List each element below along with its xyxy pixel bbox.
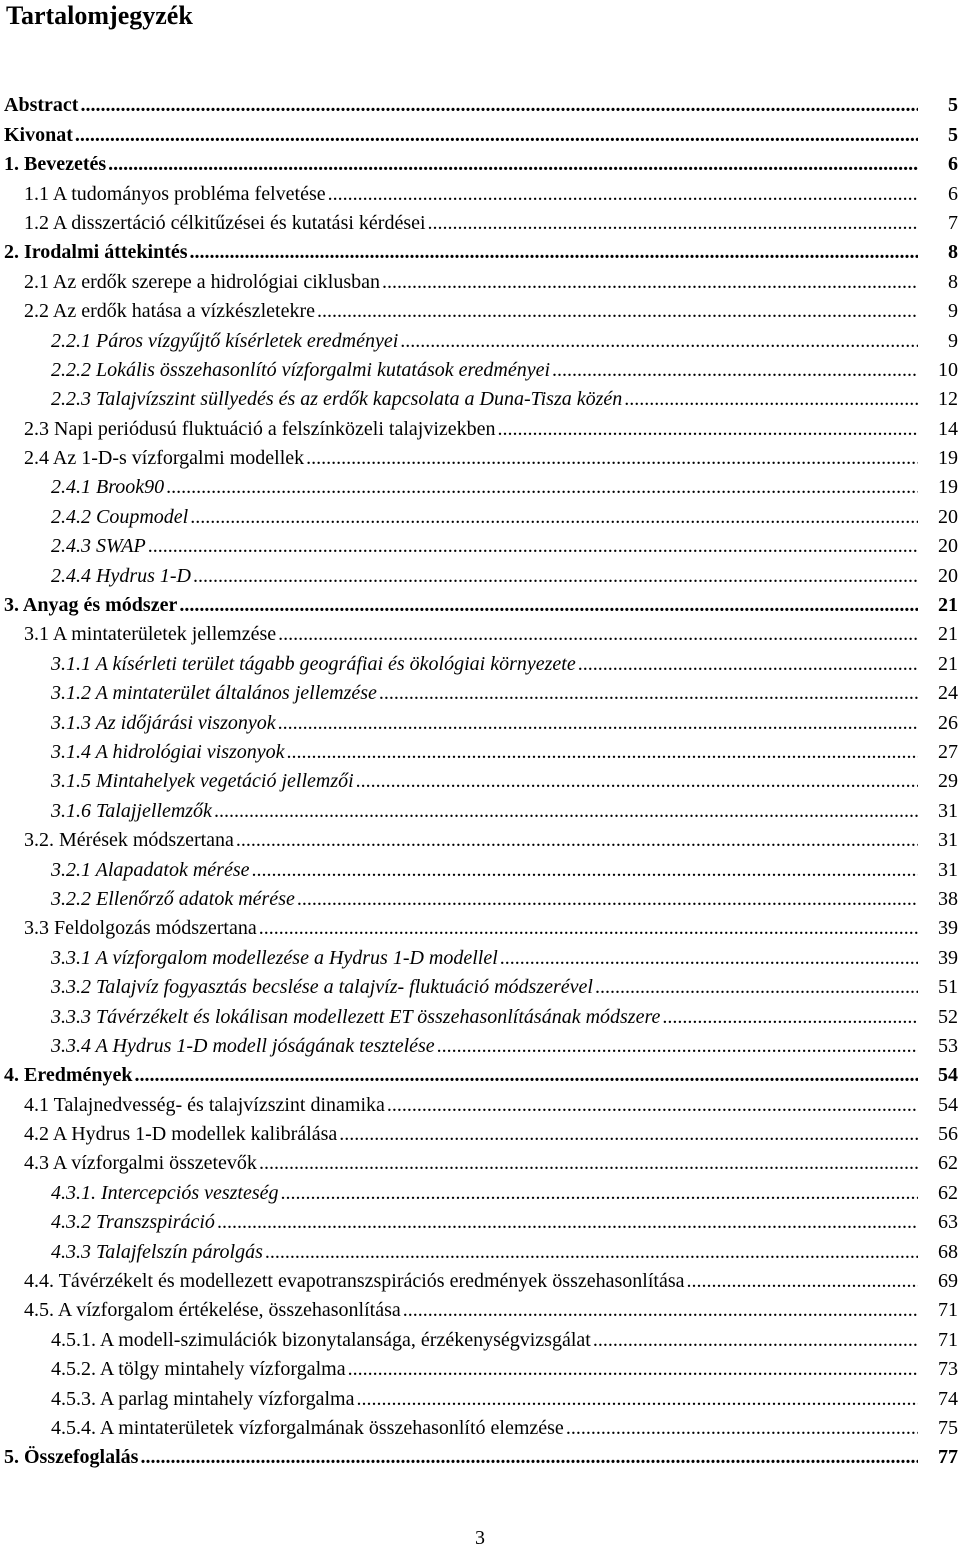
toc-dot-leader	[317, 299, 918, 323]
toc-dot-leader	[75, 123, 918, 147]
toc-entry[interactable]	[0, 1087, 960, 1116]
toc-entry[interactable]	[0, 1352, 960, 1381]
toc-entry-page: 73	[938, 1358, 958, 1381]
toc-entry[interactable]	[0, 264, 960, 293]
toc-entry-page: 54	[938, 1064, 958, 1087]
toc-entry[interactable]	[0, 294, 960, 323]
toc-entry-label: 3.2.2 Ellenőrző adatok mérése	[51, 887, 295, 910]
toc-dot-leader	[135, 1063, 918, 1087]
toc-entry[interactable]	[0, 441, 960, 470]
toc-entry-label: 3.3.3 Távérzékelt és lokálisan modellezett ET összehasonlításának módszere	[51, 1005, 661, 1028]
toc-entry[interactable]	[0, 1058, 960, 1087]
toc-entry-label: 4. Eredmények	[4, 1064, 133, 1087]
toc-entry-page: 29	[938, 770, 958, 793]
toc-entry-label: 3.3.4 A Hydrus 1-D modell jóságának tesztelése	[51, 1034, 435, 1057]
toc-entry[interactable]	[0, 529, 960, 558]
toc-entry-page: 9	[948, 329, 958, 352]
toc-entry-label: 3.1.3 Az időjárási viszonyok	[51, 711, 276, 734]
toc-dot-leader	[428, 211, 918, 235]
toc-dot-leader	[179, 593, 918, 617]
toc-entry-label: 4.1 Talajnedvesség- és talajvízszint dinamika	[24, 1093, 385, 1116]
toc-entry[interactable]	[0, 764, 960, 793]
toc-entry-label: 3.2.1 Alapadatok mérése	[51, 858, 250, 881]
toc-dot-leader	[382, 270, 918, 294]
toc-entry-page: 20	[938, 505, 958, 528]
toc-entry-label: 4.2 A Hydrus 1-D modellek kalibrálása	[24, 1123, 338, 1146]
toc-entry[interactable]	[0, 558, 960, 587]
toc-entry-page: 62	[938, 1152, 958, 1175]
toc-entry-page: 31	[938, 829, 958, 852]
toc-entry[interactable]	[0, 588, 960, 617]
toc-entry-page: 54	[938, 1093, 958, 1116]
toc-entry-label: 3.2. Mérések módszertana	[24, 829, 234, 852]
toc-entry-page: 5	[948, 94, 958, 117]
page-number: 3	[475, 1527, 485, 1549]
toc-entry-page: 71	[938, 1299, 958, 1322]
toc-dot-leader	[348, 1357, 918, 1381]
toc-entry-label: 4.3.2 Transzspiráció	[51, 1211, 215, 1234]
toc-entry-page: 75	[938, 1416, 958, 1439]
toc-entry-page: 6	[948, 182, 958, 205]
toc-dot-leader	[140, 1445, 918, 1469]
toc-entry-page: 8	[948, 241, 958, 264]
toc-entry[interactable]	[0, 1381, 960, 1410]
toc-entry-page: 56	[938, 1123, 958, 1146]
toc-entry-page: 68	[938, 1240, 958, 1263]
toc-entry-page: 21	[938, 594, 958, 617]
toc-dot-leader	[148, 534, 918, 558]
toc-entry[interactable]	[0, 1175, 960, 1204]
toc-entry-page: 63	[938, 1211, 958, 1234]
toc-entry[interactable]	[0, 999, 960, 1028]
toc-entry-label: 1.1 A tudományos probléma felvetése	[24, 182, 326, 205]
toc-entry-label: 4.5.1. A modell-szimulációk bizonytalansága, érzékenységvizsgálat	[51, 1328, 591, 1351]
toc-dot-leader	[356, 769, 918, 793]
toc-entry-label: 3. Anyag és módszer	[4, 594, 178, 617]
toc-dot-leader	[190, 505, 918, 529]
toc-entry[interactable]	[0, 911, 960, 940]
toc-dot-leader	[265, 1240, 918, 1264]
toc-entry-page: 19	[938, 476, 958, 499]
toc-entry-page: 24	[938, 682, 958, 705]
toc-dot-leader	[236, 828, 918, 852]
toc-entry[interactable]	[0, 705, 960, 734]
toc-entry-page: 7	[948, 211, 958, 234]
toc-entry-label: 3.1.2 A mintaterület általános jellemzése	[51, 682, 377, 705]
toc-entry-page: 19	[938, 447, 958, 470]
toc-entry-label: 2.2.1 Páros vízgyűjtő kísérletek eredményei	[51, 329, 399, 352]
toc-entry[interactable]	[0, 852, 960, 881]
toc-entry[interactable]	[0, 793, 960, 822]
toc-entry-page: 62	[938, 1181, 958, 1204]
toc-entry-label: 4.4. Távérzékelt és modellezett evapotranszspirációs eredmények összehasonlítása	[24, 1270, 685, 1293]
toc-entry[interactable]	[0, 882, 960, 911]
toc-entry-page: 39	[938, 946, 958, 969]
toc-dot-leader	[217, 1210, 918, 1234]
toc-dot-leader	[500, 946, 918, 970]
toc-entry-page: 27	[938, 740, 958, 763]
toc-dot-leader	[578, 652, 918, 676]
toc-entry-label: 2. Irodalmi áttekintés	[4, 241, 188, 264]
toc-dot-leader	[387, 1093, 918, 1117]
toc-dot-leader	[498, 417, 918, 441]
toc-entry-page: 52	[938, 1005, 958, 1028]
toc-entry[interactable]	[0, 1205, 960, 1234]
toc-dot-leader	[400, 329, 918, 353]
toc-dot-leader	[259, 1151, 918, 1175]
toc-entry[interactable]	[0, 676, 960, 705]
toc-dot-leader	[552, 358, 918, 382]
toc-entry-label: 4.3.1. Intercepciós veszteség	[51, 1181, 279, 1204]
toc-entry-label: 3.3.2 Talajvíz fogyasztás becslése a talajvíz- fluktuáció módszerével	[51, 976, 593, 999]
toc-entry[interactable]	[0, 1293, 960, 1322]
toc-dot-leader	[80, 93, 918, 117]
toc-entry-label: 1.2 A disszertáció célkitűzései és kutatási kérdései	[24, 211, 426, 234]
page-title: Tartalomjegyzék	[6, 1, 193, 30]
toc-entry-label: 3.1 A mintaterületek jellemzése	[24, 623, 277, 646]
toc-entry-label: 4.5.2. A tölgy mintahely vízforgalma	[51, 1358, 346, 1381]
toc-dot-leader	[306, 446, 918, 470]
toc-entry-label: 3.3 Feldolgozás módszertana	[24, 917, 257, 940]
toc-dot-leader	[259, 916, 918, 940]
toc-entry-page: 26	[938, 711, 958, 734]
toc-entry[interactable]	[0, 1117, 960, 1146]
toc-entry-page: 53	[938, 1034, 958, 1057]
toc-entry-label: 5. Összefoglalás	[4, 1446, 139, 1469]
toc-entry-page: 39	[938, 917, 958, 940]
toc-entry[interactable]	[0, 1440, 960, 1469]
toc-dot-leader	[252, 858, 919, 882]
toc-entry[interactable]	[0, 88, 960, 117]
toc-entry[interactable]	[0, 1146, 960, 1175]
toc-entry[interactable]	[0, 235, 960, 264]
toc-entry-label: 2.4.3 SWAP	[51, 535, 146, 558]
toc-entry[interactable]	[0, 1322, 960, 1351]
toc-entry[interactable]	[0, 353, 960, 382]
toc-dot-leader	[662, 1005, 918, 1029]
toc-entry-label: 2.2 Az erdők hatása a vízkészletekre	[24, 300, 315, 323]
toc-entry-label: 2.4.2 Coupmodel	[51, 505, 189, 528]
toc-entry[interactable]	[0, 382, 960, 411]
toc-dot-leader	[278, 711, 918, 735]
toc-dot-leader	[403, 1298, 918, 1322]
toc-dot-leader	[193, 564, 918, 588]
toc-entry-page: 71	[938, 1328, 958, 1351]
toc-entry-label: Kivonat	[4, 123, 73, 146]
toc-entry[interactable]	[0, 646, 960, 675]
toc-entry-label: 4.3 A vízforgalmi összetevők	[24, 1152, 257, 1175]
toc-entry-label: 3.1.1 A kísérleti terület tágabb geográfiai és ökológiai környezete	[51, 652, 576, 675]
toc-entry[interactable]	[0, 970, 960, 999]
toc-entry-page: 69	[938, 1270, 958, 1293]
toc-entry-label: 2.1 Az erdők szerepe a hidrológiai ciklusban	[24, 270, 380, 293]
toc-entry-label: Abstract	[4, 94, 79, 117]
toc-entry-page: 12	[938, 388, 958, 411]
toc-entry-page: 21	[938, 652, 958, 675]
toc-entry-label: 4.5.3. A parlag mintahely vízforgalma	[51, 1387, 355, 1410]
toc-entry[interactable]	[0, 323, 960, 352]
toc-entry-label: 3.3.1 A vízforgalom modellezése a Hydrus 1-D modellel	[51, 946, 498, 969]
toc-entry[interactable]	[0, 1411, 960, 1440]
toc-entry[interactable]	[0, 117, 960, 146]
toc-dot-leader	[595, 975, 918, 999]
toc-entry-page: 9	[948, 300, 958, 323]
toc-entry-page: 51	[938, 976, 958, 999]
toc-entry[interactable]	[0, 1234, 960, 1263]
toc-entry-page: 6	[948, 153, 958, 176]
toc-entry[interactable]	[0, 147, 960, 176]
toc-entry-page: 38	[938, 887, 958, 910]
toc-entry[interactable]	[0, 823, 960, 852]
toc-entry-page: 8	[948, 270, 958, 293]
toc-entry-label: 2.3 Napi periódusú fluktuáció a felszínközeli talajvizekben	[24, 417, 496, 440]
toc-entry[interactable]	[0, 470, 960, 499]
toc-entry-label: 3.1.4 A hidrológiai viszonyok	[51, 740, 285, 763]
toc-dot-leader	[624, 387, 918, 411]
toc-dot-leader	[297, 887, 918, 911]
toc-entry-page: 21	[938, 623, 958, 646]
toc-entry-page: 74	[938, 1387, 958, 1410]
toc-dot-leader	[281, 1181, 918, 1205]
toc-entry-page: 20	[938, 535, 958, 558]
toc-dot-leader	[339, 1122, 918, 1146]
toc-entry-label: 2.2.3 Talajvízszint süllyedés és az erdők kapcsolata a Duna-Tisza közén	[51, 388, 623, 411]
toc-entry-label: 4.5. A vízforgalom értékelése, összehasonlítása	[24, 1299, 401, 1322]
toc-entry-page: 20	[938, 564, 958, 587]
toc-entry-page: 14	[938, 417, 958, 440]
toc-dot-leader	[593, 1328, 918, 1352]
toc-dot-leader	[278, 622, 918, 646]
toc-entry-page: 31	[938, 858, 958, 881]
toc-entry-label: 1. Bevezetés	[4, 153, 107, 176]
toc-entry[interactable]	[0, 1264, 960, 1293]
toc-entry[interactable]	[0, 1029, 960, 1058]
toc-entry-label: 2.2.2 Lokális összehasonlító vízforgalmi kutatások eredményei	[51, 358, 551, 381]
table-of-contents	[0, 88, 960, 1469]
toc-dot-leader	[108, 152, 918, 176]
toc-dot-leader	[686, 1269, 918, 1293]
toc-entry-page: 31	[938, 799, 958, 822]
toc-entry-label: 4.3.3 Talajfelszín párolgás	[51, 1240, 263, 1263]
toc-dot-leader	[566, 1416, 918, 1440]
toc-entry-page: 5	[948, 123, 958, 146]
toc-dot-leader	[437, 1034, 918, 1058]
toc-dot-leader	[190, 240, 918, 264]
toc-dot-leader	[287, 740, 918, 764]
toc-entry[interactable]	[0, 940, 960, 969]
toc-dot-leader	[379, 681, 918, 705]
toc-entry-label: 4.5.4. A mintaterületek vízforgalmának összehasonlító elemzése	[51, 1416, 564, 1439]
toc-entry-label: 3.1.6 Talajjellemzők	[51, 799, 212, 822]
toc-entry-label: 3.1.5 Mintahelyek vegetáció jellemzői	[51, 770, 354, 793]
toc-entry[interactable]	[0, 617, 960, 646]
toc-entry-label: 2.4 Az 1-D-s vízforgalmi modellek	[24, 447, 305, 470]
toc-entry[interactable]	[0, 499, 960, 528]
toc-entry-page: 10	[938, 358, 958, 381]
toc-entry-page: 77	[938, 1446, 958, 1469]
toc-entry[interactable]	[0, 735, 960, 764]
toc-dot-leader	[214, 799, 918, 823]
toc-dot-leader	[328, 182, 918, 206]
toc-entry[interactable]	[0, 411, 960, 440]
toc-dot-leader	[356, 1387, 918, 1411]
toc-entry[interactable]	[0, 176, 960, 205]
toc-entry-label: 2.4.4 Hydrus 1-D	[51, 564, 191, 587]
toc-entry-label: 2.4.1 Brook90	[51, 476, 165, 499]
toc-entry[interactable]	[0, 206, 960, 235]
toc-dot-leader	[166, 475, 918, 499]
